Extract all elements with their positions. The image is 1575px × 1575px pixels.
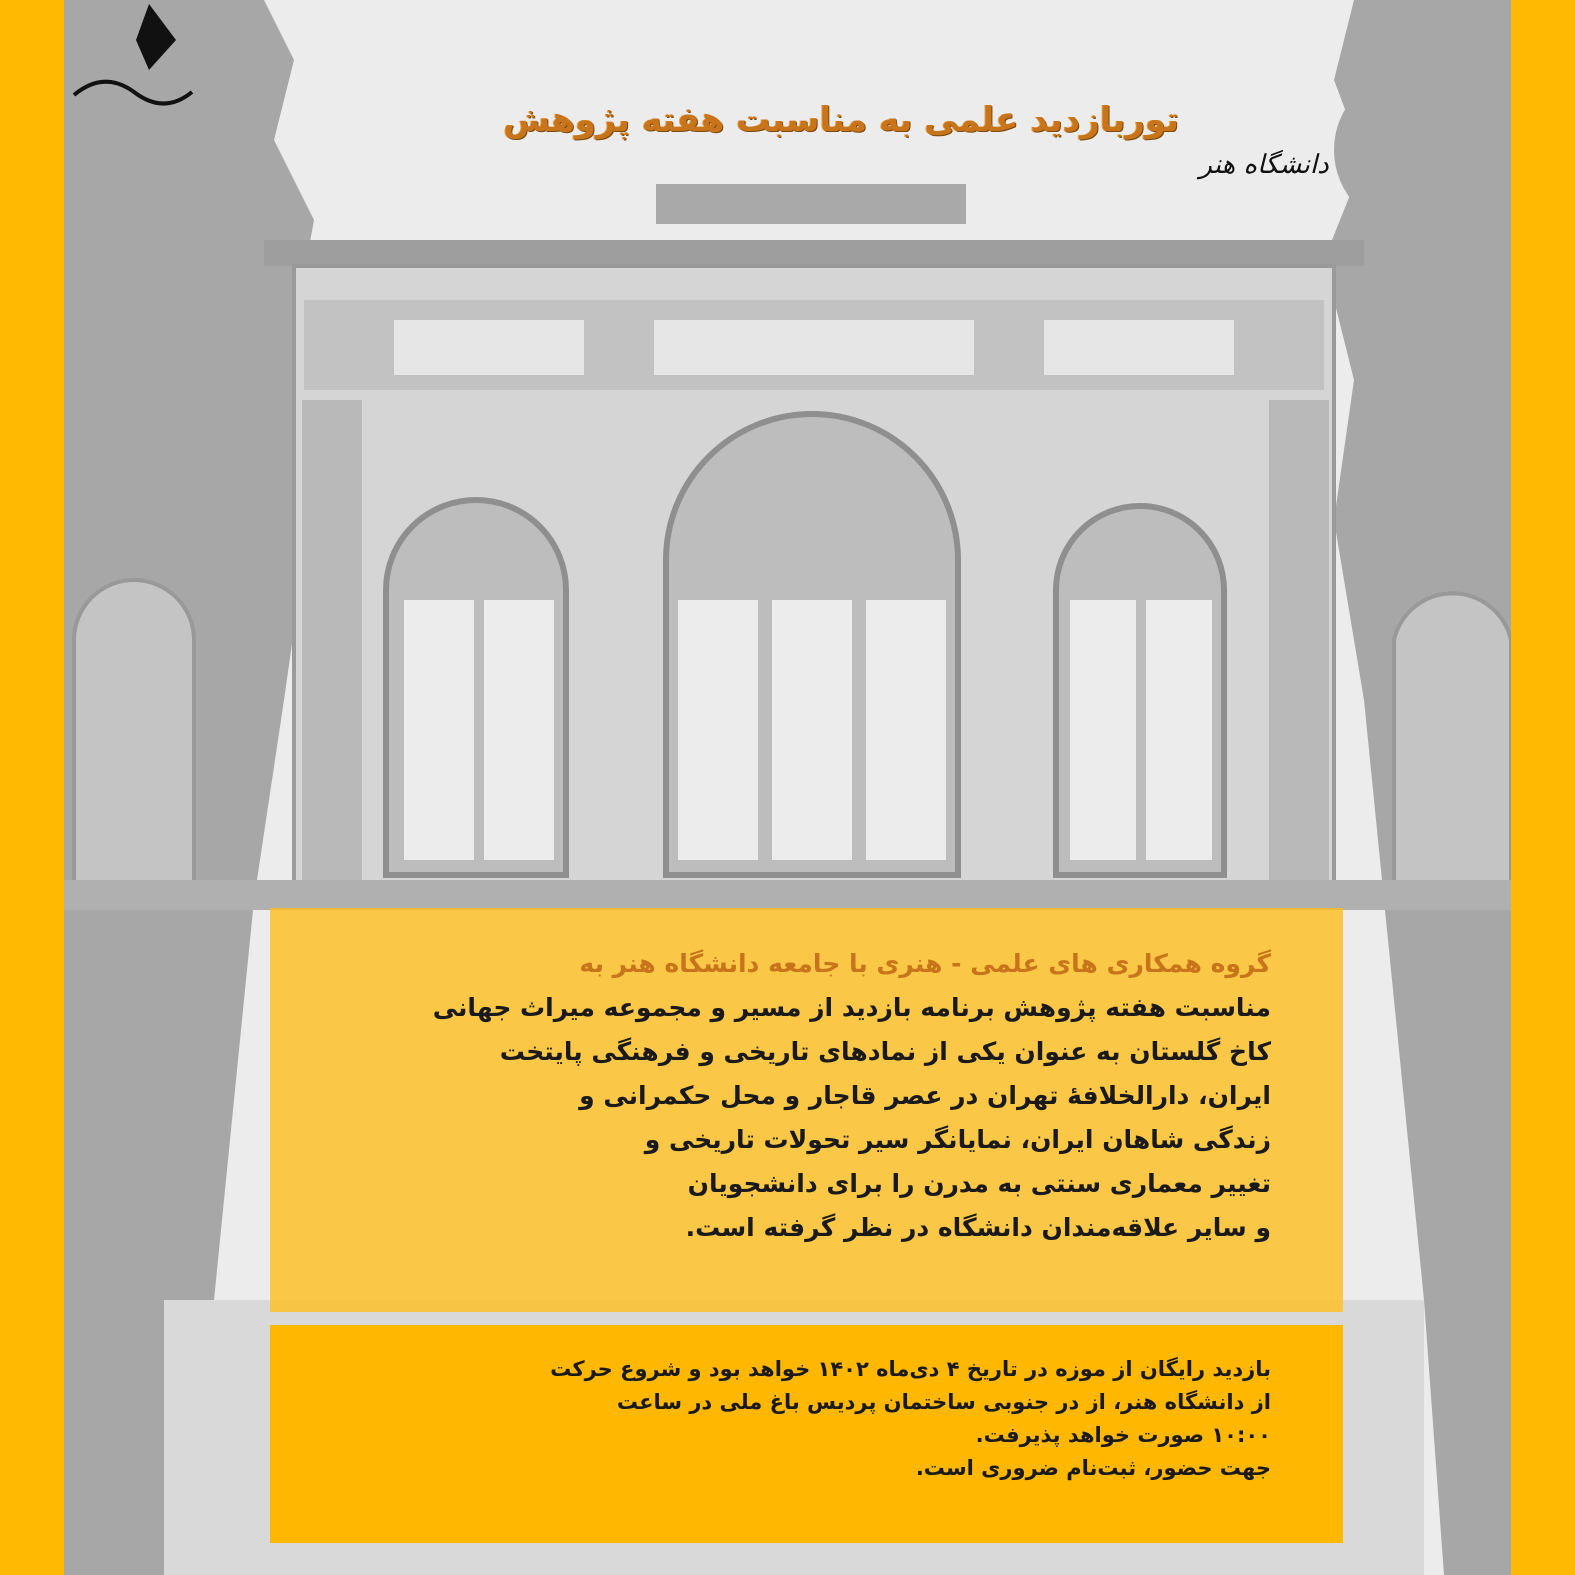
intro-lead: گروه همکاری های علمی - هنری با جامعه دانشگاه هنر به [579,949,1271,978]
university-logo-text: دانشگاه هنر [1199,150,1329,180]
university-logo-icon [64,0,204,140]
intro-line-4: زندگی شاهان ایران، نمایانگر سیر تحولات تاریخی و [644,1125,1271,1154]
poster-title: توربازدید علمی به مناسبت هفته پژوهش [503,100,1179,140]
details-line-2: از دانشگاه هنر، از در جنوبی ساختمان پردیس باغ ملی در ساعت [616,1390,1271,1414]
intro-box [270,908,1343,1312]
intro-line-2: به عنوان یکی از نمادهای تاریخی و فرهنگی پایتخت [499,1037,1130,1066]
intro-line-1: مناسبت هفته پژوهش برنامه بازدید از مسیر و مجموعه میراث جهانی [432,993,1271,1022]
intro-line-5: تغییر معماری سنتی به مدرن را برای دانشجویان [687,1169,1271,1198]
intro-line-3: ایران، دارالخلافۀ تهران در عصر قاجار و محل حکمرانی و [579,1081,1271,1110]
details-box [270,1325,1343,1543]
intro-palace-name: کاخ گلستان [1129,1037,1271,1066]
details-line-3: ۱۰:۰۰ صورت خواهد پذیرفت. [975,1423,1271,1447]
intro-line-6: و سایر علاقه‌مندان دانشگاه در نظر گرفته است. [685,1213,1271,1242]
details-line-4: جهت حضور، ثبت‌نام ضروری است. [915,1456,1271,1480]
details-line-1: بازدید رایگان از موزه در تاریخ ۴ دی‌ماه ۱۴۰۲ خواهد بود و شروع حرکت [550,1357,1271,1381]
